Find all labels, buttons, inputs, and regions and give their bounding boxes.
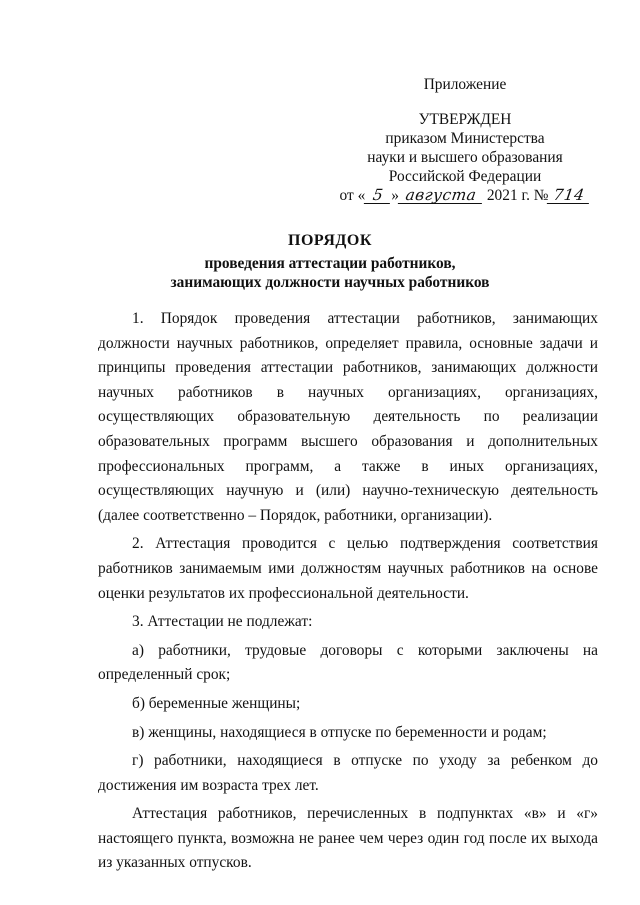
order-date-line [330, 186, 600, 205]
order-line-1: приказом Министерства [385, 130, 545, 147]
order-line-3: Российской Федерации [388, 168, 542, 185]
paragraph-3: 3. Аттестации не подлежат: [132, 613, 313, 631]
paragraph-1: 1. Порядок проведения аттестации работников, занимающих должности научных работников, определяет правила, основные задачи и принципы проведения аттестации работников, занимающих должности научных работников в научных организациях, организациях, осуществляющих образовательную деятельность по реализации образовательных программ высшего образования и дополнительных профессиональных программ, а также в иных организациях, осуществляющих научную и (или) научно-техническую деятельность (далее соответственно – Порядок, работники, организации). [98, 310, 598, 524]
list-item-b: б) беременные женщины; [132, 694, 301, 712]
order-line-2: науки и высшего образования [367, 149, 563, 166]
approved-label: УТВЕРЖДЕН [418, 111, 512, 128]
paragraph-2: 2. Аттестация проводится с целью подтверждения соответствия работников занимаемым ими должностям научных работников на основе оценки результатов их профессиональной деятельности. [98, 535, 598, 602]
list-item-v: в) женщины, находящиеся в отпуске по беременности и родам; [132, 723, 547, 741]
handwritten-month: августа [398, 187, 484, 204]
date-year: 2021 г. № [486, 187, 549, 204]
handwritten-day: 5 [364, 187, 392, 204]
title-sub-2: занимающих должности научных работников [170, 274, 490, 291]
date-prefix: от « [339, 187, 366, 204]
list-item-g: г) работники, находящиеся в отпуске по уходу за ребенком до достижения им возраста трех лет. [98, 752, 598, 794]
document-title [60, 231, 600, 292]
approval-block [330, 110, 600, 205]
document-body [98, 307, 598, 876]
appendix-label: Приложение [423, 76, 507, 93]
title-main: ПОРЯДОК [288, 232, 372, 249]
title-sub-1: проведения аттестации работников, [204, 255, 456, 272]
handwritten-order-number: 714 [547, 187, 591, 204]
date-mid: » [391, 187, 399, 204]
paragraph-note: Аттестация работников, перечисленных в подпунктах «в» и «г» настоящего пункта, возможна не ранее чем через один год после их выхода из указанных отпусков. [98, 805, 598, 872]
list-item-a: а) работники, трудовые договоры с которыми заключены на определенный срок; [98, 641, 598, 684]
